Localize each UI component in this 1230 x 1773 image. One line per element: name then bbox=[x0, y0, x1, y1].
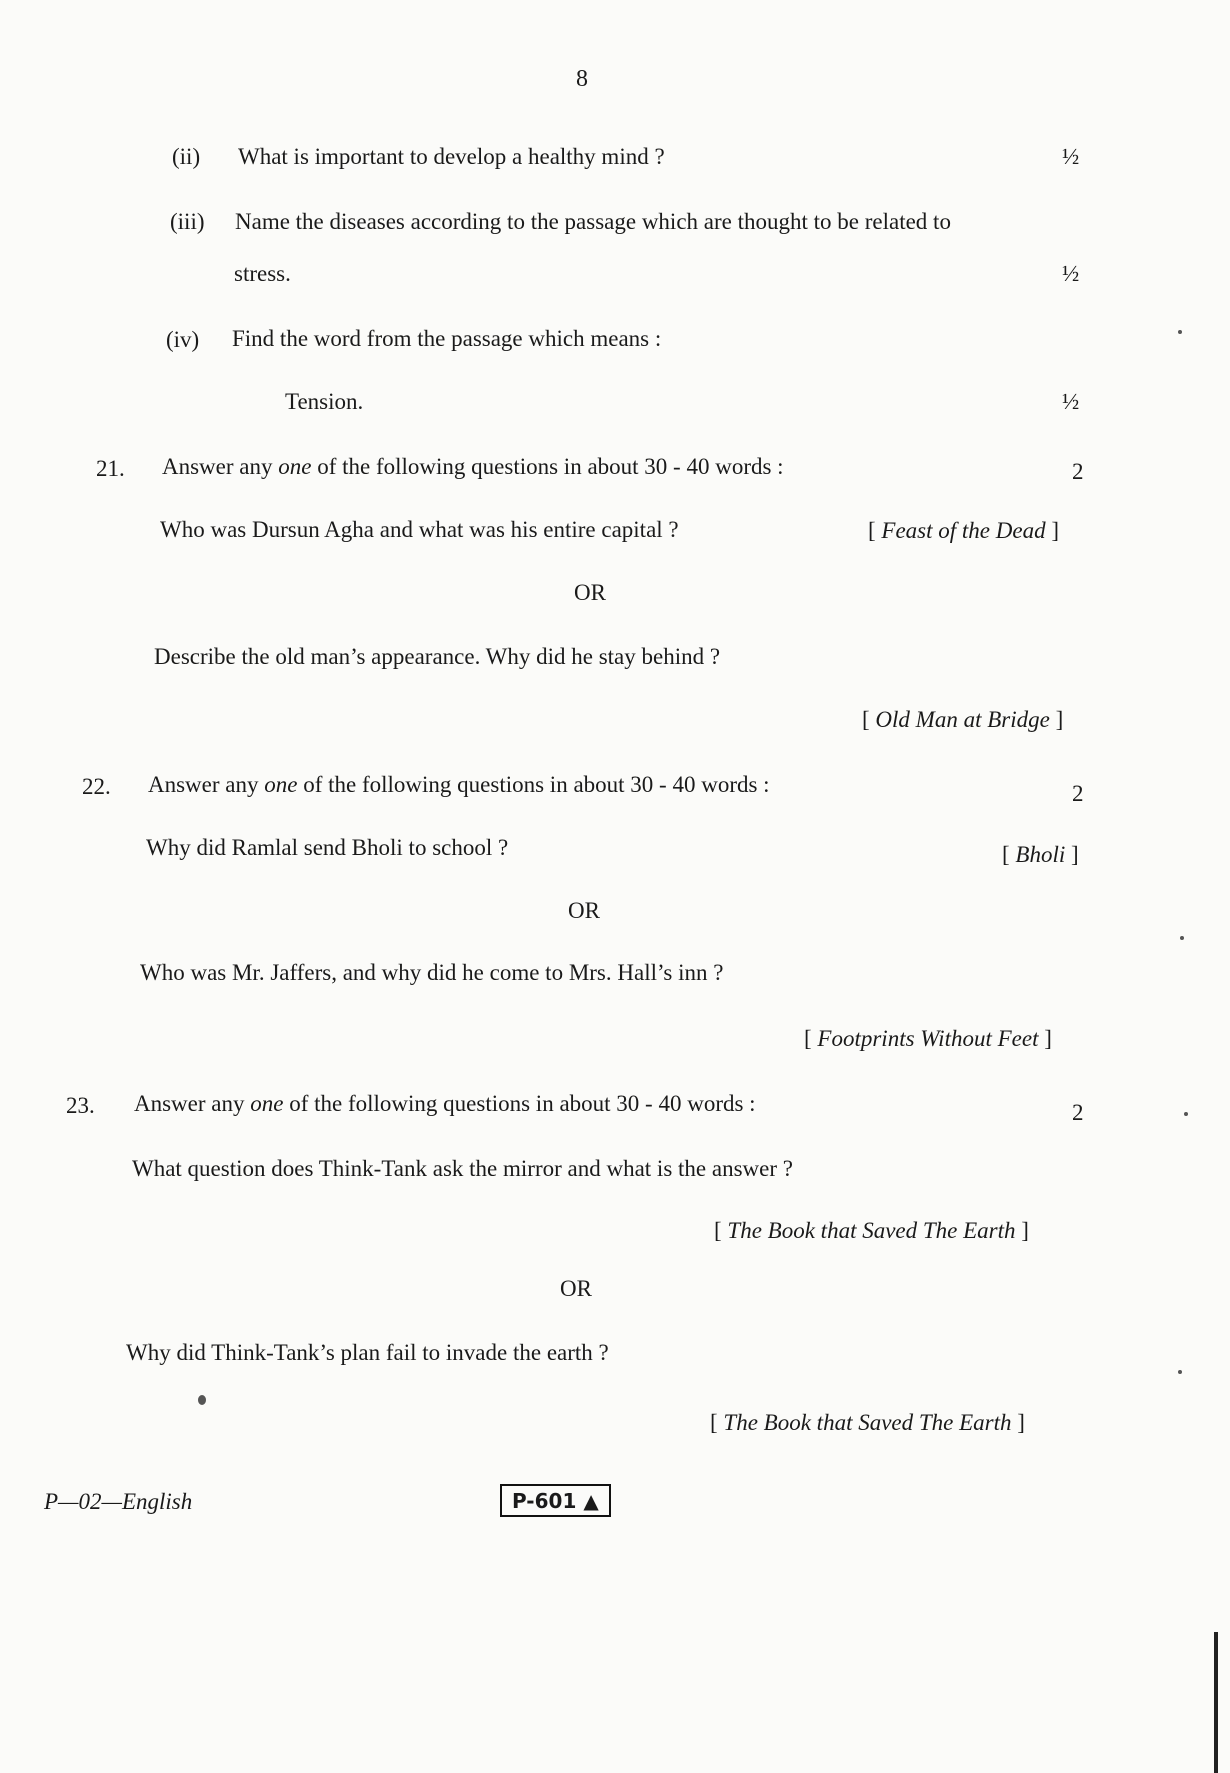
subq-iii-text-line1: Name the diseases according to the passage which are thought to be related to bbox=[235, 209, 951, 234]
scan-speck bbox=[198, 1395, 206, 1405]
q23-prompt-emphasis: one bbox=[250, 1091, 284, 1116]
subq-iv-sub: Tension. bbox=[285, 389, 364, 414]
q21-option2: Describe the old man’s appearance. Why did he stay behind ? bbox=[154, 644, 721, 669]
q21-source1-title: Feast of the Dead bbox=[881, 518, 1046, 543]
q23-source1: [ The Book that Saved The Earth ] bbox=[714, 1218, 1029, 1243]
q21-prompt-pre: Answer any bbox=[162, 454, 279, 479]
q22-option2: Who was Mr. Jaffers, and why did he come to Mrs. Hall’s inn ? bbox=[140, 960, 724, 985]
q23-number: 23. bbox=[66, 1093, 95, 1118]
subq-ii-text: What is important to develop a healthy mind ? bbox=[238, 144, 665, 169]
q22-source2-title: Footprints Without Feet bbox=[817, 1026, 1039, 1051]
scan-speck bbox=[1178, 330, 1182, 334]
page-number: 8 bbox=[576, 66, 588, 92]
q23-source1-title: The Book that Saved The Earth bbox=[727, 1218, 1016, 1243]
q22-source1-title: Bholi bbox=[1015, 842, 1066, 867]
q23-or: OR bbox=[560, 1276, 592, 1301]
subq-iv-number: (iv) bbox=[166, 327, 200, 352]
q21-prompt-emphasis: one bbox=[278, 454, 312, 479]
q23-prompt-pre: Answer any bbox=[134, 1091, 251, 1116]
q23-option1: What question does Think-Tank ask the mirror and what is the answer ? bbox=[132, 1156, 793, 1181]
scan-edge-mark bbox=[1214, 1632, 1218, 1773]
q21-option1: Who was Dursun Agha and what was his entire capital ? bbox=[160, 517, 679, 542]
subject-code: P—02—English bbox=[44, 1489, 193, 1514]
paper-code-box: P-601 ▲ bbox=[500, 1484, 611, 1517]
q23-prompt bbox=[134, 1091, 756, 1117]
q22-prompt-pre: Answer any bbox=[148, 772, 265, 797]
q22-source1: [ Bholi ] bbox=[1002, 842, 1079, 867]
q22-or: OR bbox=[568, 898, 600, 923]
scan-speck bbox=[1184, 1112, 1188, 1116]
subq-ii-marks: ½ bbox=[1062, 144, 1080, 169]
q23-marks: 2 bbox=[1072, 1100, 1084, 1125]
q23-option2: Why did Think-Tank’s plan fail to invade the earth ? bbox=[126, 1340, 609, 1365]
scan-speck bbox=[1180, 936, 1184, 940]
q21-prompt-post: of the following questions in about 30 - 40 words : bbox=[311, 454, 784, 479]
subq-iv-text: Find the word from the passage which means : bbox=[232, 326, 662, 351]
q21-prompt bbox=[162, 454, 784, 480]
q21-source1: [ Feast of the Dead ] bbox=[868, 518, 1059, 543]
q23-source2-title: The Book that Saved The Earth bbox=[723, 1410, 1012, 1435]
q23-source2: [ The Book that Saved The Earth ] bbox=[710, 1410, 1025, 1435]
q21-source2: [ Old Man at Bridge ] bbox=[862, 707, 1064, 732]
q22-prompt-post: of the following questions in about 30 - 40 words : bbox=[297, 772, 770, 797]
q22-marks: 2 bbox=[1072, 781, 1084, 806]
q22-number: 22. bbox=[82, 774, 111, 799]
q22-prompt-emphasis: one bbox=[264, 772, 298, 797]
q21-or: OR bbox=[574, 580, 606, 605]
q21-number: 21. bbox=[96, 456, 125, 481]
scan-speck bbox=[1178, 1370, 1182, 1374]
subq-iii-marks: ½ bbox=[1062, 261, 1080, 286]
subq-iii-number: (iii) bbox=[170, 209, 205, 234]
q22-prompt bbox=[148, 772, 770, 798]
subq-iv-marks: ½ bbox=[1062, 389, 1080, 414]
subq-ii-number: (ii) bbox=[172, 144, 201, 169]
q22-source2: [ Footprints Without Feet ] bbox=[804, 1026, 1052, 1051]
q23-prompt-post: of the following questions in about 30 - 40 words : bbox=[283, 1091, 756, 1116]
q21-source2-title: Old Man at Bridge bbox=[875, 707, 1050, 732]
q22-option1: Why did Ramlal send Bholi to school ? bbox=[146, 835, 509, 860]
q21-marks: 2 bbox=[1072, 459, 1084, 484]
subq-iii-text-line2: stress. bbox=[234, 261, 291, 286]
